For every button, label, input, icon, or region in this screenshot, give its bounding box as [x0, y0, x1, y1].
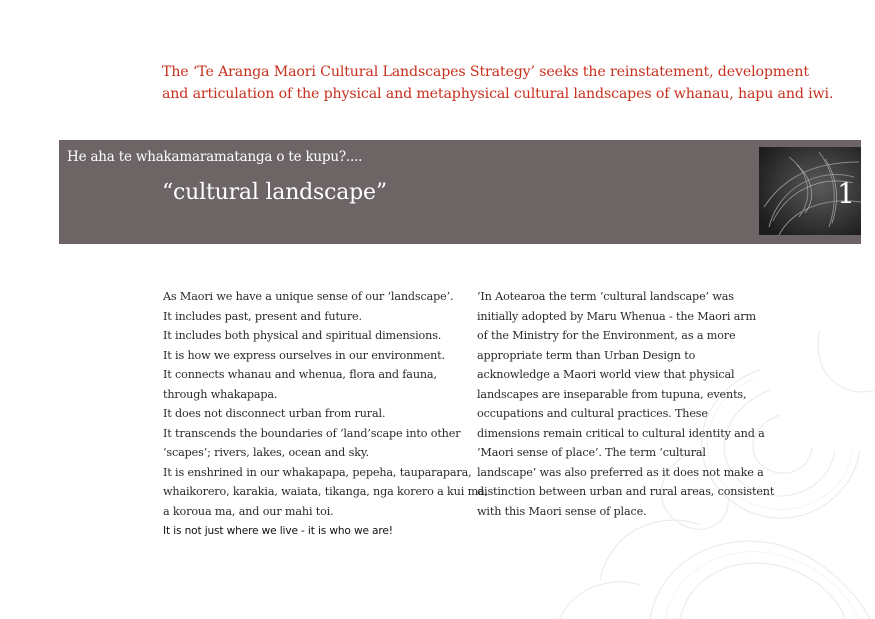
paragraph-line: through whakapapa.: [163, 387, 278, 401]
paragraph-line: ‘In Aotearoa the term ‘cultural landscape’ was: [477, 290, 734, 303]
paragraph-line: distinction between urban and rural areas, consistent: [477, 485, 775, 498]
intro-statement: [162, 61, 834, 105]
paragraph-line: with this Maori sense of place.: [477, 504, 647, 518]
paragraph-line: It does not disconnect urban from rural.: [163, 407, 386, 420]
maori-carving-image: [759, 147, 861, 235]
paragraph-line: acknowledge a Maori world view that physical: [477, 368, 735, 381]
paragraph-line: landscapes are inseparable from tupuna, events,: [477, 387, 747, 401]
paragraph-line: It is how we express ourselves in our environment.: [163, 348, 445, 362]
paragraph-line: It transcends the boundaries of ‘land’scape into other: [163, 426, 461, 440]
paragraph-line: It is enshrined in our whakapapa, pepeha, tauparapara,: [163, 465, 472, 479]
left-column: [163, 287, 488, 542]
paragraph-line: dimensions remain critical to cultural identity and a: [477, 426, 765, 440]
page-number: 1: [837, 177, 855, 210]
paragraph-line: It connects whanau and whenua, flora and fauna,: [163, 368, 437, 381]
paragraph-line: appropriate term than Urban Design to: [477, 348, 696, 362]
banner-question: He aha te whakamaramatanga o te kupu?....: [67, 149, 363, 165]
intro-line: and articulation of the physical and metaphysical cultural landscapes of whanau, hapu and iwi.: [162, 86, 834, 102]
right-column: [477, 287, 775, 521]
paragraph-line: It includes past, present and future.: [163, 309, 362, 323]
paragraph-line: occupations and cultural practices. These: [477, 407, 708, 420]
paragraph-line: landscape’ was also preferred as it does not make a: [477, 465, 764, 479]
paragraph-line: initially adopted by Maru Whenua - the Maori arm: [477, 309, 756, 323]
banner-title: “cultural landscape”: [162, 180, 387, 205]
paragraph-line: As Maori we have a unique sense of our ‘landscape’.: [163, 290, 454, 303]
paragraph-line: ‘Maori sense of place’. The term ‘cultural: [477, 446, 706, 459]
paragraph-line: whaikorero, karakia, waiata, tikanga, nga korero a kui ma,: [163, 485, 488, 498]
paragraph-line: a koroua ma, and our mahi toi.: [163, 504, 334, 518]
intro-line: The ‘Te Aranga Maori Cultural Landscapes Strategy’ seeks the reinstatement, development: [162, 64, 809, 80]
paragraph-line: of the Ministry for the Environment, as a more: [477, 329, 736, 342]
section-banner: [59, 140, 861, 244]
paragraph-line: It includes both physical and spiritual dimensions.: [163, 329, 442, 342]
closing-statement: It is not just where we live - it is who we are!: [163, 525, 393, 537]
paragraph-line: ‘scapes’; rivers, lakes, ocean and sky.: [163, 446, 369, 459]
